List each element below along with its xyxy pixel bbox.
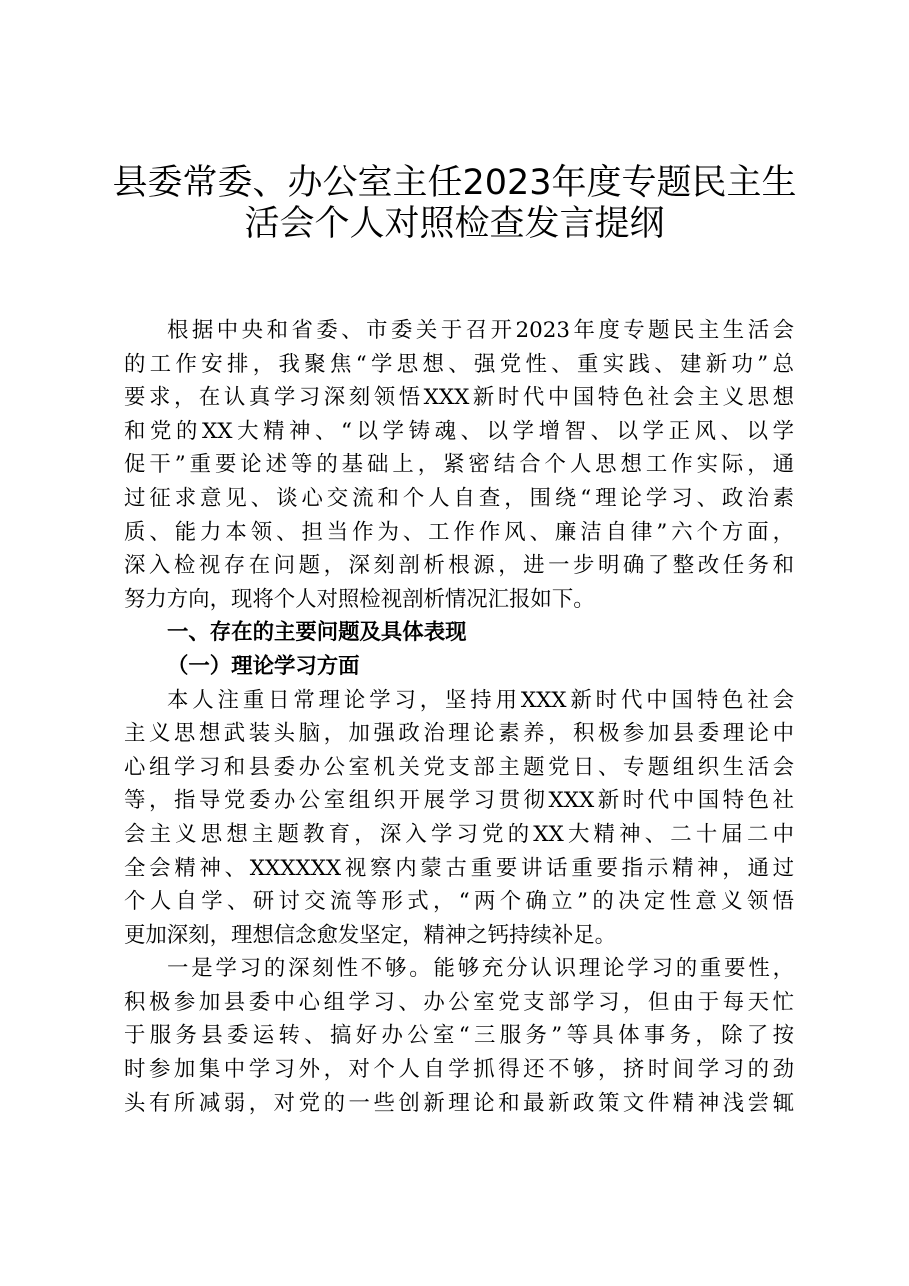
paragraph-line: 和党的XX大精神、“以学铸魂、以学增智、以学正风、以学 xyxy=(124,418,794,444)
document-title-line-1: 县委常委、办公室主任2023年度专题民主生 xyxy=(112,163,797,203)
paragraph-line: 本人注重日常理论学习，坚持用XXX新时代中国特色社会 xyxy=(167,687,794,713)
paragraph-line: 时参加集中学习外，对个人自学抓得还不够，挤时间学习的劲 xyxy=(124,1057,794,1083)
paragraph-line: 主义思想武装头脑，加强政治理论素养，积极参加县委理论中 xyxy=(124,721,794,747)
paragraph-theory-study xyxy=(124,684,794,953)
document-title-line-2: 活会个人对照检查发言提纲 xyxy=(244,204,665,244)
subsection-heading: （一）理论学习方面 xyxy=(167,653,360,679)
paragraph-line: 质、能力本领、担当作为、工作作风、廉洁自律”六个方面， xyxy=(124,519,794,545)
paragraph-line: 会主义思想主题教育，深入学习党的XX大精神、二十届二中 xyxy=(124,821,794,847)
paragraph-line: 努力方向，现将个人对照检视剖析情况汇报如下。 xyxy=(124,586,595,612)
paragraph-line: 要求，在认真学习深刻领悟XXX新时代中国特色社会主义思想 xyxy=(124,385,794,411)
paragraph-line: 根据中央和省委、市委关于召开2023年度专题民主生活会 xyxy=(167,318,794,343)
paragraph-line: 个人自学、研讨交流等形式，“两个确立”的决定性意义领悟 xyxy=(124,889,794,915)
paragraph-line: 更加深刻，理想信念愈发坚定，精神之钙持续补足。 xyxy=(124,922,616,948)
paragraph-line: 过征求意见、谈心交流和个人自查，围绕“理论学习、政治素 xyxy=(124,485,794,511)
paragraph-point-one xyxy=(124,952,794,1120)
paragraph-line: 促干”重要论述等的基础上，紧密结合个人思想工作实际，通 xyxy=(124,452,794,478)
paragraph-line: 头有所减弱，对党的一些创新理论和最新政策文件精神浅尝辄 xyxy=(124,1090,794,1116)
paragraph-line: 心组学习和县委办公室机关党支部主题党日、专题组织生活会 xyxy=(124,754,794,780)
paragraph-line: 积极参加县委中心组学习、办公室党支部学习，但由于每天忙 xyxy=(124,989,794,1015)
paragraph-line: 于服务县委运转、搞好办公室“三服务”等具体事务，除了按 xyxy=(124,1023,794,1049)
paragraph-line: 全会精神、XXXXXX视察内蒙古重要讲话重要指示精神，通过 xyxy=(124,855,794,881)
section-heading: 一、存在的主要问题及具体表现 xyxy=(167,620,467,646)
paragraph-line: 的工作安排，我聚焦“学思想、强党性、重实践、建新功”总 xyxy=(124,351,794,377)
paragraph-line: 等，指导党委办公室组织开展学习贯彻XXX新时代中国特色社 xyxy=(124,788,794,814)
paragraph-line: 一是学习的深刻性不够。能够充分认识理论学习的重要性， xyxy=(167,956,794,982)
document-body xyxy=(124,314,794,1120)
paragraph-line: 深入检视存在问题，深刻剖析根源，进一步明确了整改任务和 xyxy=(124,553,794,579)
paragraph-intro xyxy=(124,314,794,616)
